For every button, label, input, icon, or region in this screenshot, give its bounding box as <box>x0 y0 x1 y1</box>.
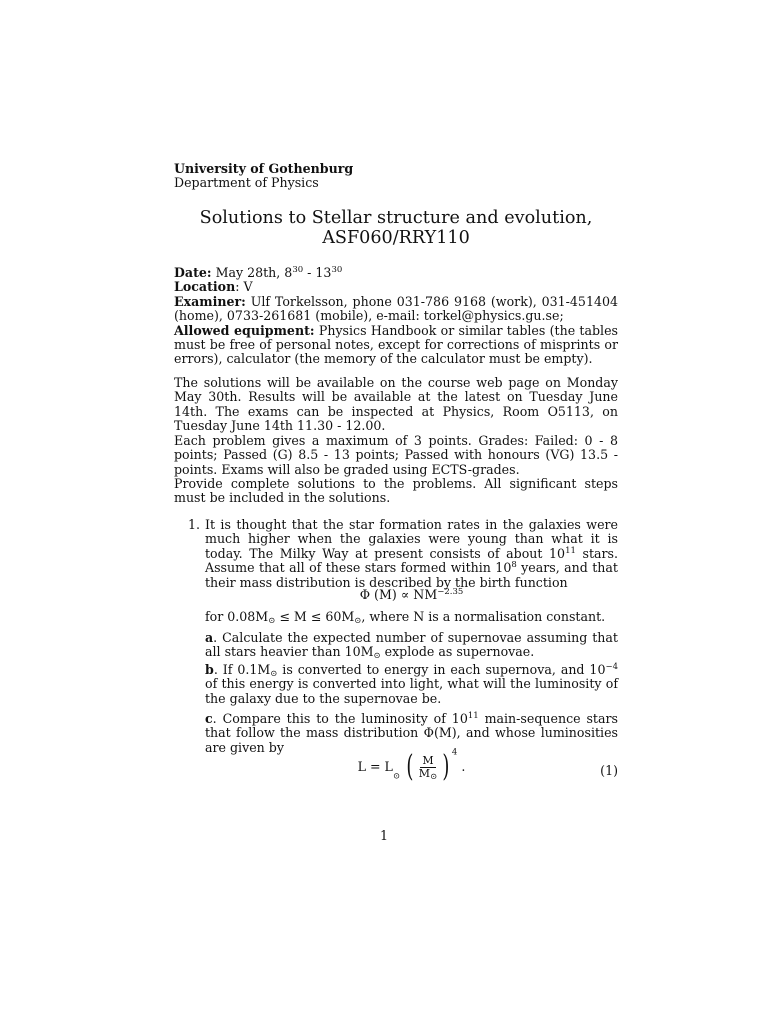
equipment-line <box>174 324 618 367</box>
problem-intro: It is thought that the star formation rates in the galaxies were much higher when the galaxies were young than what it is today. The Milky Way at present consists of about $10^{11}$ stars. Assume that all of these stars formed within $10^8$ years, and that their mass distribution is described by the birth function <box>205 517 618 590</box>
location-line <box>174 280 618 294</box>
title-line-2: ASF060/RRY110 <box>322 228 470 248</box>
luminosity-equation: $L = L_⊙$ ( $\frac{M}{M_⊙}$ ) $^4$ . (1) <box>357 747 618 784</box>
part-b: b. If $0.1M_⊙$ is converted to energy in each supernova, and $10^{-4}$ of this energy is converted into light, what will the luminosity of the galaxy due to the supernovae be. <box>205 662 618 706</box>
university-name: University of Gothenburg <box>174 161 354 176</box>
equipment-label: Allowed equipment: <box>174 322 315 338</box>
date-line: Date: May 28th, $8^{30} - 13^{30}$ <box>174 265 343 280</box>
equation-number: (1) <box>600 763 618 778</box>
instructions-paragraph: Provide complete solutions to the problems. All significant steps must be included in the solutions. <box>174 476 618 506</box>
exam-info <box>174 266 618 367</box>
mass-range: for $0.08M_⊙ \le M \le 60M_⊙$, where N is a normalisation constant. <box>205 609 606 626</box>
location-label: Location <box>174 279 236 295</box>
document-title <box>174 208 618 248</box>
examiner-line <box>174 295 618 324</box>
equipment-value: Physics Handbook or similar tables (the tables must be free of personal notes, except for corrections of misprints or errors), calculator (the memory of the calculator must be empty). <box>174 322 618 367</box>
department-name: Department of Physics <box>174 175 319 191</box>
examiner-value: Ulf Torkelsson, phone 031-786 9168 (work), 031-451404 (home), 0733-261681 (mobile), e-mail: torkel@physics.gu.se; <box>174 293 618 324</box>
availability-paragraph: The solutions will be available on the course web page on Monday May 30th. Results will be available at the latest on Tuesday June 14th. The exams can be inspected at Physics, Room O5113, on Tuesday June 14th 11.30 - 12.00. <box>174 375 618 434</box>
institution-header <box>174 162 618 191</box>
date-label: Date: <box>174 265 212 280</box>
grading-paragraph: Each problem gives a maximum of 3 points. Grades: Failed: 0 - 8 points; Passed (G) 8.5 - 13 points; Passed with honours (VG) 13.5 - points. Exams will also be graded using ECTS-grades. <box>174 433 618 477</box>
page-number: 1 <box>379 828 388 843</box>
location-value: : V <box>235 279 253 295</box>
birth-function-equation: Φ $(M) \propto NM^{-2.35}$ <box>359 587 464 602</box>
examiner-label: Examiner: <box>174 293 246 309</box>
part-c: c. Compare this to the luminosity of $10^{11}$ main-sequence stars that follow the mass distribution Φ(M), and whose luminosities are given by <box>205 711 618 755</box>
date-value: May 28th, 8 <box>215 265 293 280</box>
title-line-1: Solutions to Stellar structure and evolution, <box>199 208 593 228</box>
part-a: a. Calculate the expected number of supernovae assuming that all stars heavier than $10M_⊙$ explode as supernovae. <box>205 630 618 662</box>
problem-number: 1. <box>188 517 201 532</box>
mass-ratio-fraction: $\frac{M}{M_⊙}$ <box>418 753 438 782</box>
